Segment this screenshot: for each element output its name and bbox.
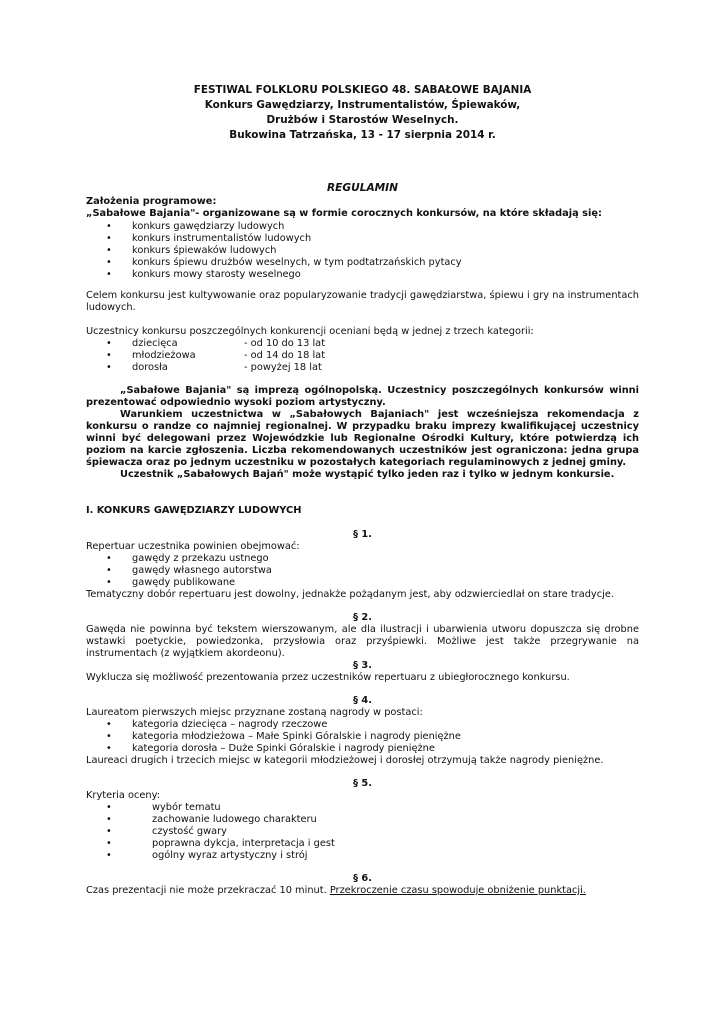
time-limit-penalty: Przekroczenie czasu spowoduje obniżenie punktacji.	[329, 885, 586, 896]
paragraph-mark-5: § 5.	[353, 778, 372, 789]
paragraph-mark-4: § 4.	[353, 695, 372, 706]
list-item: • konkurs instrumentalistów ludowych	[86, 233, 462, 245]
list-item: • kategoria dziecięca – nagrody rzeczowe	[86, 719, 461, 731]
repertoire-list	[86, 553, 272, 589]
time-limit-text	[86, 885, 639, 897]
criteria-list	[86, 802, 335, 862]
list-item: • konkurs śpiewu drużbów weselnych, w tym podtatrzańskich pytacy	[86, 257, 462, 269]
category-item	[86, 338, 325, 350]
category-item	[86, 362, 325, 374]
list-item: • zachowanie ludowego charakteru	[86, 814, 335, 826]
category-name: dziecięca	[132, 338, 178, 349]
event-date-place: Bukowina Tatrzańska, 13 - 17 sierpnia 2014 r.	[229, 129, 496, 141]
contest-subtitle-2: Drużbów i Starostów Weselnych.	[266, 114, 459, 126]
list-item: • wybór tematu	[86, 802, 335, 814]
contest-subtitle: Konkurs Gawędziarzy, Instrumentalistów, Śpiewaków,	[204, 99, 521, 111]
category-name: dorosła	[132, 362, 168, 373]
paragraph-2-text: Gawęda nie powinna być tekstem wierszowanym, ale dla ilustracji i ubarwienia utworu dopuszcza się drobne wstawki poetyckie, powiedzonka, przysłowia oraz przyśpiewki. Możliwe jest także przegrywanie na instrumentach (z wyjątkiem akordeonu).	[86, 624, 639, 659]
category-range: - powyżej 18 lat	[244, 362, 322, 373]
list-item: • konkurs mowy starosty weselnego	[86, 269, 462, 281]
prizes-lead: Laureatom pierwszych miejsc przyznane zostaną nagrody w postaci:	[86, 707, 423, 718]
prizes-note: Laureaci drugich i trzecich miejsc w kategorii młodzieżowej i dorosłej otrzymują także nagrody pieniężne.	[86, 755, 604, 766]
rules-paragraph-2: Warunkiem uczestnictwa w „Sabałowych Bajaniach" jest wcześniejsza rekomendacja z konkursu o randze co najmniej regionalnej. W przypadku braku imprezy kwalifikującej uczestnicy winni być delegowani przez Wojewódzkie lub Regionalne Ośrodki Kultury, które potwierdzą ich poziom na karcie zgłoszenia. Liczba rekomendowanych uczestników jest ograniczona: jedna grupa śpiewacza oraz po jednym uczestniku w pozostałych kategoriach regulaminowych z jednej gminy.	[86, 409, 639, 468]
program-lead: „Sabałowe Bajania"- organizowane są w formie corocznych konkursów, na które składają się:	[86, 208, 602, 219]
repertoire-note: Tematyczny dobór repertuaru jest dowolny, jednakże pożądanym jest, aby odzwierciedlał on stare tradycje.	[86, 589, 614, 600]
category-range: - od 14 do 18 lat	[244, 350, 326, 361]
paragraph-mark-3: § 3.	[353, 660, 372, 671]
rules-paragraph-3: Uczestnik „Sabałowych Bajań" może wystąpić tylko jeden raz i tylko w jednym konkursie.	[120, 469, 615, 480]
list-item: • kategoria dorosła – Duże Spinki Góralskie i nagrody pieniężne	[86, 743, 461, 755]
contest-list	[86, 221, 462, 281]
prizes-list	[86, 719, 461, 755]
list-item: • ogólny wyraz artystyczny i strój	[86, 850, 335, 862]
list-item: • czystość gwary	[86, 826, 335, 838]
list-item: • gawędy publikowane	[86, 577, 272, 589]
category-item	[86, 350, 325, 362]
categories-lead: Uczestnicy konkursu poszczególnych konkurencji oceniani będą w jednej z trzech kategorii:	[86, 326, 534, 337]
time-limit-main: Czas prezentacji nie może przekraczać 10 minut.	[86, 885, 330, 896]
list-item: • konkurs śpiewaków ludowych	[86, 245, 462, 257]
paragraph-mark-6: § 6.	[353, 873, 372, 884]
section-heading-storytellers: I. KONKURS GAWĘDZIARZY LUDOWYCH	[86, 505, 302, 516]
list-item: • poprawna dykcja, interpretacja i gest	[86, 838, 335, 850]
age-category-list	[86, 338, 325, 374]
section-heading-program: Założenia programowe:	[86, 196, 217, 207]
rules-paragraph-1: „Sabałowe Bajania" są imprezą ogólnopolską. Uczestnicy poszczególnych konkursów winni prezentować odpowiednio wysoki poziom artystyczny.	[86, 385, 639, 408]
paragraph-3-text: Wyklucza się możliwość prezentowania przez uczestników repertuaru z ubiegłorocznego konkursu.	[86, 672, 570, 683]
paragraph-mark-2: § 2.	[353, 612, 372, 623]
list-item: • kategoria młodzieżowa – Małe Spinki Góralskie i nagrody pieniężne	[86, 731, 461, 743]
category-range: - od 10 do 13 lat	[244, 338, 326, 349]
paragraph-mark-1: § 1.	[353, 529, 372, 540]
category-name: młodzieżowa	[132, 350, 196, 361]
goal-paragraph: Celem konkursu jest kultywowanie oraz popularyzowanie tradycji gawędziarstwa, śpiewu i gry na instrumentach ludowych.	[86, 290, 639, 313]
repertoire-lead: Repertuar uczestnika powinien obejmować:	[86, 541, 300, 552]
criteria-lead: Kryteria oceny:	[86, 790, 160, 801]
list-item: • konkurs gawędziarzy ludowych	[86, 221, 462, 233]
document-title: REGULAMIN	[327, 182, 398, 194]
festival-title: FESTIWAL FOLKLORU POLSKIEGO 48. SABAŁOWE BAJANIA	[193, 84, 532, 96]
list-item: • gawędy własnego autorstwa	[86, 565, 272, 577]
list-item: • gawędy z przekazu ustnego	[86, 553, 272, 565]
